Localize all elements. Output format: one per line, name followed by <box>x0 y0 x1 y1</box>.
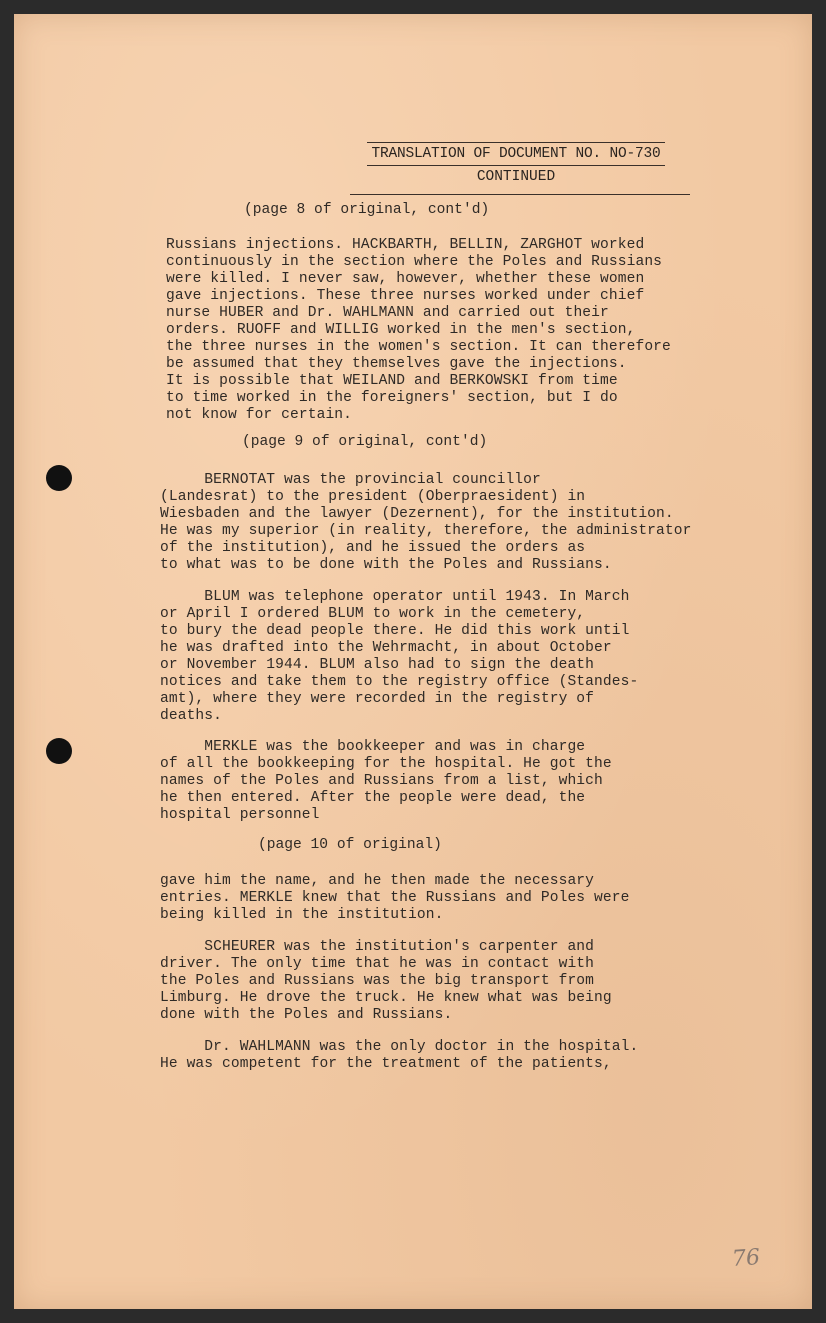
para3-line: notices and take them to the registry office (Standes- <box>160 674 639 690</box>
title-underline <box>350 194 690 195</box>
punch-hole-top <box>46 465 72 491</box>
para4-line: of all the bookkeeping for the hospital. He got the <box>160 756 612 772</box>
para1-line: gave injections. These three nurses worked under chief <box>166 288 645 304</box>
para1-line: It is possible that WEILAND and BERKOWSKI from time <box>166 373 618 389</box>
page-8-marker: (page 8 of original, cont'd) <box>244 202 490 218</box>
para3-line: BLUM was telephone operator until 1943. In March <box>160 589 630 605</box>
para1-line: to time worked in the foreigners' section, but I do <box>166 390 618 406</box>
para1-line: Russians injections. HACKBARTH, BELLIN, ZARGHOT worked <box>166 237 645 253</box>
para3-line: he was drafted into the Wehrmacht, in about October <box>160 640 612 656</box>
para2-line: (Landesrat) to the president (Oberpraesident) in <box>160 489 586 505</box>
para6-line: SCHEURER was the institution's carpenter and <box>160 939 595 955</box>
document-title <box>336 142 696 188</box>
document-page <box>14 14 812 1309</box>
para3-line: deaths. <box>160 708 223 724</box>
para1-line: orders. RUOFF and WILLIG worked in the men's section, <box>166 322 636 338</box>
page-10-marker: (page 10 of original) <box>258 837 442 853</box>
para4-line: names of the Poles and Russians from a list, which <box>160 773 603 789</box>
title-line-2: CONTINUED <box>476 169 556 185</box>
para3-line: or November 1944. BLUM also had to sign the death <box>160 657 595 673</box>
para6-line: Limburg. He drove the truck. He knew what was being <box>160 990 612 1006</box>
para4-line: hospital personnel <box>160 807 320 823</box>
para3-line: to bury the dead people there. He did this work until <box>160 623 630 639</box>
page-9-marker: (page 9 of original, cont'd) <box>242 434 488 450</box>
para1-line: continuously in the section where the Poles and Russians <box>166 254 663 270</box>
para6-line: done with the Poles and Russians. <box>160 1007 453 1023</box>
para5-line: gave him the name, and he then made the necessary <box>160 873 595 889</box>
para2-line: Wiesbaden and the lawyer (Dezernent), for the institution. <box>160 506 674 522</box>
para5-line: being killed in the institution. <box>160 907 444 923</box>
para4-line: he then entered. After the people were dead, the <box>160 790 586 806</box>
para7-line: He was competent for the treatment of the patients, <box>160 1056 612 1072</box>
para2-line: He was my superior (in reality, therefore, the administrator <box>160 523 692 539</box>
para3-line: amt), where they were recorded in the registry of <box>160 691 595 707</box>
pencil-page-number: 76 <box>731 1245 761 1272</box>
title-line-1: TRANSLATION OF DOCUMENT NO. NO-730 <box>367 142 664 166</box>
para7-line: Dr. WAHLMANN was the only doctor in the hospital. <box>160 1039 639 1055</box>
para3-line: or April I ordered BLUM to work in the cemetery, <box>160 606 586 622</box>
para2-line: to what was to be done with the Poles and Russians. <box>160 557 612 573</box>
para1-line: were killed. I never saw, however, whether these women <box>166 271 645 287</box>
para6-line: the Poles and Russians was the big transport from <box>160 973 595 989</box>
para4-line: MERKLE was the bookkeeper and was in charge <box>160 739 586 755</box>
para2-line: of the institution), and he issued the orders as <box>160 540 586 556</box>
para1-line: the three nurses in the women's section. It can therefore <box>166 339 671 355</box>
para1-line: nurse HUBER and Dr. WAHLMANN and carried out their <box>166 305 609 321</box>
para6-line: driver. The only time that he was in contact with <box>160 956 595 972</box>
punch-hole-bottom <box>46 738 72 764</box>
para5-line: entries. MERKLE knew that the Russians and Poles were <box>160 890 630 906</box>
para2-line: BERNOTAT was the provincial councillor <box>160 472 541 488</box>
para1-line: not know for certain. <box>166 407 353 423</box>
para1-line: be assumed that they themselves gave the injections. <box>166 356 627 372</box>
